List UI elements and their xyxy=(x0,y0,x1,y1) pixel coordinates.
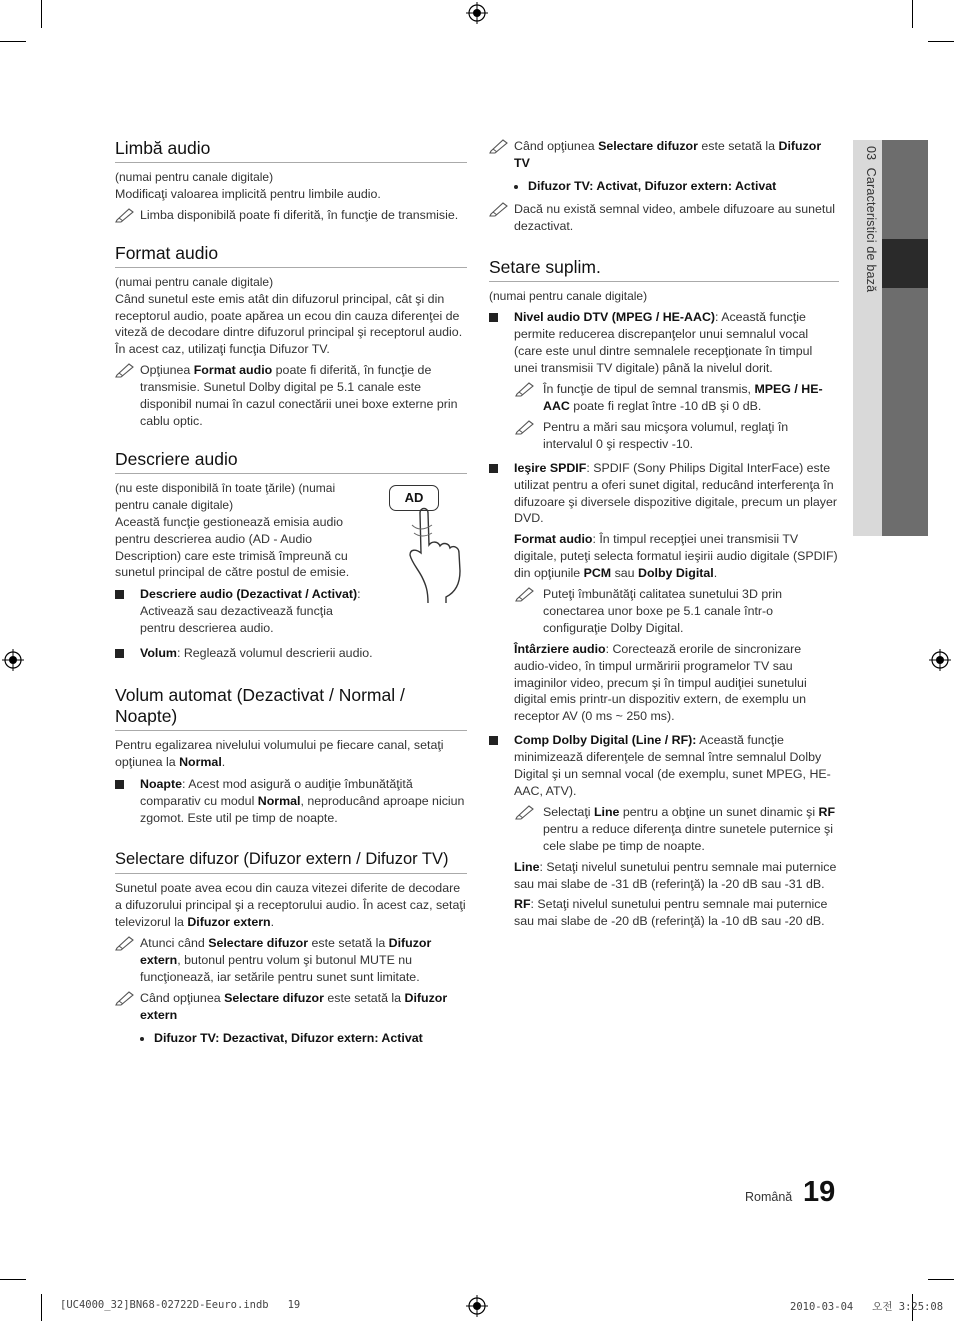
list-item: Volum: Reglează volumul descrierii audio. xyxy=(115,645,467,662)
section-title: Descriere audio xyxy=(115,449,467,474)
note: În funcţie de tipul de semnal transmis, MPEG / HE-AAC poate fi reglat între -10 dB şi 0 dB. xyxy=(489,381,839,415)
section-title: Format audio xyxy=(115,243,467,268)
section-title: Volum automat (Dezactivat / Normal / Noapte) xyxy=(115,685,467,731)
section-limba-audio: Limbă audio (numai pentru canale digitale) Modificaţi valoarea implicită pentru limbile audio. Limba disponibilă poate fi diferită, în funcţie de transmisie. xyxy=(115,138,467,224)
pencil-note-icon xyxy=(515,586,537,602)
remote-ad-button-illustration xyxy=(388,483,468,603)
page-language: Română xyxy=(745,1190,793,1204)
section-format-audio: Format audio (numai pentru canale digitale) Când sunetul este emis atât din difuzorul principal, cât şi din receptorul audio, poate apărea un ecou din cauza diferenţei de viteză de decodare dintre difuzorul principal şi receptorul audio. În acest caz, utilizaţi funcţia Difuzor TV. Opţiunea Format audio poate fi diferită, în funcţie de transmisie. Sunetul Dolby digital pe 5.1 canale este disponibil numai în cazul conectării unei boxe externe prin cablu optic. xyxy=(115,243,467,430)
pencil-note-icon xyxy=(489,201,511,217)
footer-file: [UC4000_32]BN68-02722D-Eeuro.indb 19 xyxy=(60,1299,301,1311)
left-column xyxy=(115,138,467,1066)
registration-mark-icon xyxy=(2,649,24,671)
section-title: Setare suplim. xyxy=(489,257,839,282)
chapter-tab-marker xyxy=(882,239,928,288)
pencil-note-icon xyxy=(515,419,537,435)
section-selectare-difuzor: Selectare difuzor (Difuzor extern / Difuzor TV) Sunetul poate avea ecou din cauza vitezei diferite de decodare a difuzorului principal şi a receptorului audio. În acest caz, setaţi televizorul la Difuzor extern. Atunci când Selectare difuzor este setată la Difuzor extern, butonul pentru volum şi butonul MUTE nu funcţionează, iar setările pentru sunet sunt limitate. Când opţiunea Selectare difuzor este setată la Difuzor extern Difuzor TV: Dezactivat, Difuzor extern: Activat xyxy=(115,850,466,1045)
hand-pointer-icon xyxy=(402,505,466,603)
note: Când opţiunea Selectare difuzor este setată la Difuzor TV xyxy=(489,138,839,172)
right-column xyxy=(489,138,839,949)
page-number: 19 xyxy=(803,1176,836,1208)
section-descriere-audio: Descriere audio (nu este disponibilă în toate ţările) (numai pentru canale digitale) Această funcţie gestionează emisia audio pentru descrierea audio (AD - Audio Description) care este trimisă împreună cu sunetul principal de către postul de emisie. Descriere audio (Dezactivat / Activat): Activează sau dezactivează funcţia pentru descrierea audio. AD Volum: Reglează volumul descrierii audio. xyxy=(115,449,467,662)
list-item: Nivel audio DTV (MPEG / HE-AAC): Această funcţie permite reducerea discrepanţelor unui semnalul vocal (care este unul dintre semnalele recepţionate în timpul unei transmisii TV digitale) până la nivelul dorit. xyxy=(489,309,839,377)
section-title: Limbă audio xyxy=(115,138,467,163)
chapter-label: 03 Caracteristici de bază xyxy=(864,146,878,293)
note: Selectaţi Line pentru a obţine un sunet dinamic şi RF pentru a reduce diferenţa dintre sunetele puternice şi cele slabe pe timp de noapte. xyxy=(489,804,839,855)
pencil-note-icon xyxy=(515,381,537,397)
crop-mark xyxy=(0,41,26,42)
pencil-note-icon xyxy=(115,207,137,223)
note: Atunci când Selectare difuzor este setată la Difuzor extern, butonul pentru volum şi butonul MUTE nu funcţionează, iar setările pentru sunet sunt limitate. xyxy=(115,935,467,986)
pencil-note-icon xyxy=(115,935,137,951)
list-item: Ieşire SPDIF: SPDIF (Sony Philips Digital InterFace) este utilizat pentru a oferi sunet digital, reducând interferenţa în difuzoare şi diversele dispozitive digitale, precum un player DVD. xyxy=(489,460,839,528)
pencil-note-icon xyxy=(489,138,511,154)
note: Puteţi îmbunătăţi calitatea sunetului 3D prin conectarea unor boxe pe 5.1 canale într-o configuraţie Dolby Digital. xyxy=(489,586,839,637)
footer-date: 2010-03-04 오전 3:25:08 xyxy=(790,1301,944,1313)
chapter-tab-dark xyxy=(882,140,928,536)
note: Opţiunea Format audio poate fi diferită, în funcţie de transmisie. Sunetul Dolby digital pe 5.1 canale este disponibil numai în cazul conectării unei boxe externe prin cablu optic. xyxy=(115,362,467,430)
note: Dacă nu există semnal video, ambele difuzoare au sunetul dezactivat. xyxy=(489,201,839,235)
registration-mark-icon xyxy=(466,1295,488,1317)
crop-mark xyxy=(41,1294,42,1321)
list-item: Difuzor TV: Dezactivat, Difuzor extern: Activat xyxy=(115,1030,467,1047)
registration-mark-icon xyxy=(929,649,951,671)
list-item: Difuzor TV: Activat, Difuzor extern: Activat xyxy=(489,178,839,195)
note: Pentru a mări sau micşora volumul, reglaţi în intervalul 0 şi respectiv -10. xyxy=(489,419,839,453)
section-setare-suplim: Setare suplim. (numai pentru canale digitale) Nivel audio DTV (MPEG / HE-AAC): Această funcţie permite reducerea discrepanţelor unui semnalul vocal (care este unul dintre semnalele recepţionate în timpul unei transmisii TV digitale) până la nivelul dorit. În funcţie de tipul de semnal transmis, MPEG / HE-AAC poate fi reglat între -10 dB şi 0 dB. Pentru a mări sau micşora volumul, reglaţi în intervalul 0 şi respectiv -10. Ieşire SPDIF: SPDIF (Sony Philips Digital InterFace) este utilizat pentru a oferi sunet digital, reducând interferenţa în difuzoare şi diversele dispozitive digitale, precum un player DVD. Format audio: În timpul recepţiei unei transmisii TV digitale, puteţi selecta formatul ieşirii audio digitale (SPDIF) din opţiunile PCM sau Dolby Digital. Puteţi îmbunătăţi calitatea sunetului 3D prin conectarea unor boxe pe 5.1 canale într-o configuraţie Dolby Digital. Întârziere audio: Corectează erorile de sincronizare audio-video, în timpul urmăririi programelor TV sau imaginilor video, precum şi în timpul audiţiei sunetului digital emis printr-un dispozitiv extern, de exemplu un receptor AV (0 ms ~ 250 ms). Comp Dolby Digital (Line / RF): Această funcţie minimizează diferenţele de semnal între semnalul Dolby Digital şi un semnal vocal (de exemplu, sunet MPEG, HE-AAC, ATV). Selectaţi Line pentru a obţine un sunet dinamic şi RF pentru a reduce diferenţa dintre sunetele puternice şi cele slabe pe timp de noapte. Line: Setaţi nivelul sunetului pentru semnale mai puternice sau mai slabe de -31 dB (referinţă) la -20 dB sau -31 dB. RF: Setaţi nivelul sunetului pentru semnale mai puternice sau mai slabe de -20 dB (referinţă) la -10 dB sau -20 dB. xyxy=(489,256,838,929)
list-item: Comp Dolby Digital (Line / RF): Această funcţie minimizează diferenţele de semnal între semnalul Dolby Digital şi un semnal vocal (de exemplu, sunet MPEG, HE-AAC, ATV). xyxy=(489,732,839,800)
note: Limba disponibilă poate fi diferită, în funcţie de transmisie. xyxy=(115,207,467,224)
pencil-note-icon xyxy=(515,804,537,820)
crop-mark xyxy=(912,0,913,28)
crop-mark xyxy=(928,41,954,42)
note: Când opţiunea Selectare difuzor este setată la Difuzor extern xyxy=(115,990,467,1024)
section-title: Selectare difuzor (Difuzor extern / Difuzor TV) xyxy=(115,849,467,874)
crop-mark xyxy=(41,0,42,28)
crop-mark xyxy=(928,1279,954,1280)
pencil-note-icon xyxy=(115,990,137,1006)
section-volum-automat: Volum automat (Dezactivat / Normal / Noapte) Pentru egalizarea nivelului volumului pe fiecare canal, setaţi opţiunea la Normal. Noapte: Acest mod asigură o audiţie îmbunătăţită comparativ cu modul Normal, neproducând aproape niciun zgomot. Este util pe timp de noapte. xyxy=(115,685,467,827)
crop-mark xyxy=(0,1279,26,1280)
pencil-note-icon xyxy=(115,362,137,378)
registration-mark-icon xyxy=(466,2,488,24)
ad-button: AD xyxy=(389,485,439,511)
list-item: Descriere audio (Dezactivat / Activat): Activează sau dezactivează funcţia pentru descrierea audio. xyxy=(115,586,365,637)
list-item: Noapte: Acest mod asigură o audiţie îmbunătăţită comparativ cu modul Normal, neproducând aproape niciun zgomot. Este util pe timp de noapte. xyxy=(115,776,467,827)
